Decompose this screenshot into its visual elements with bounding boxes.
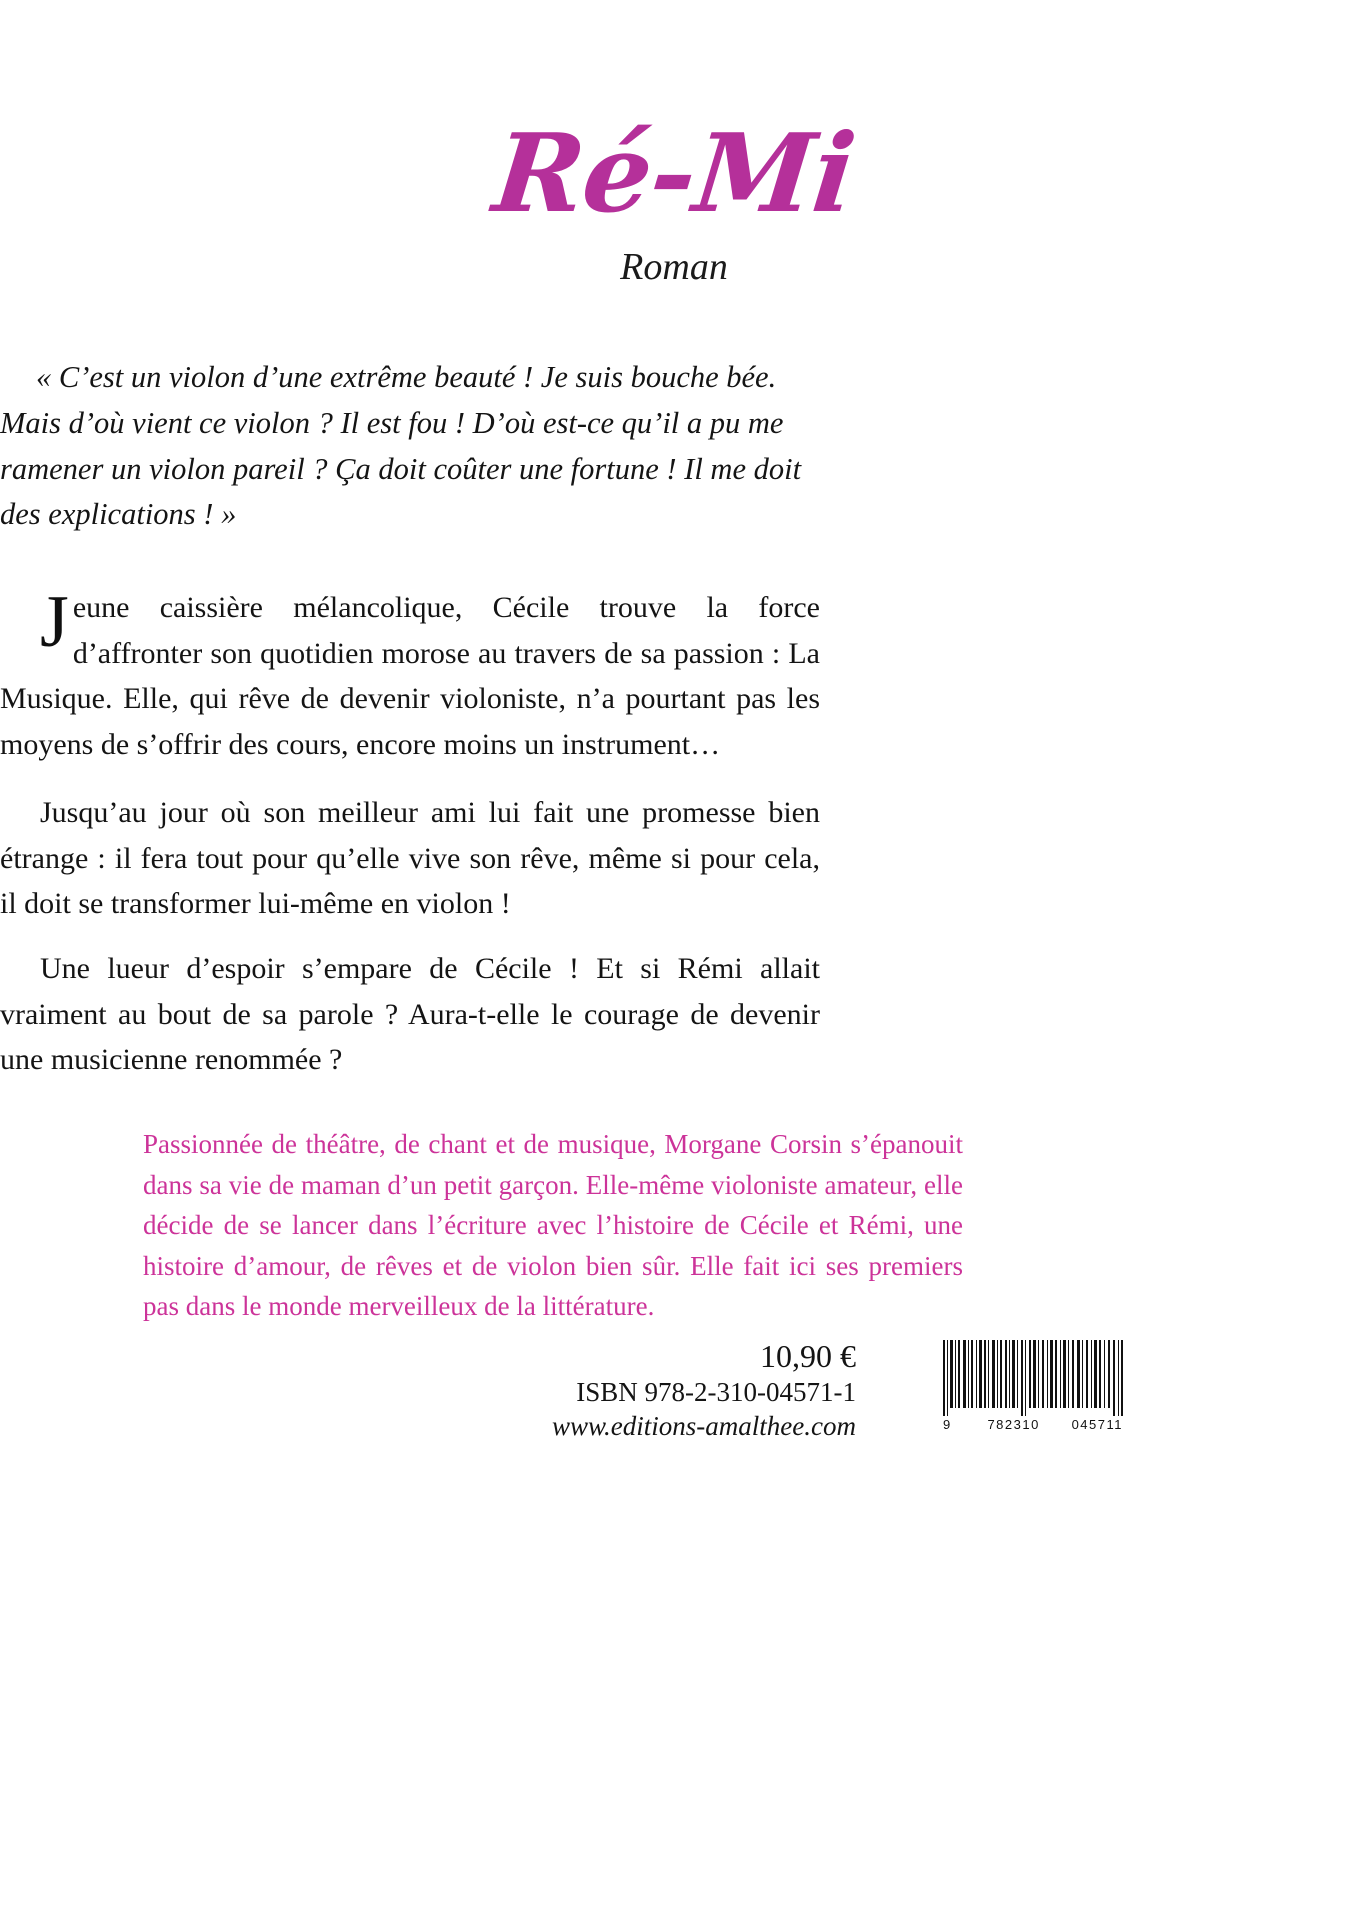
pull-quote: « C’est un violon d’une extrême beauté ! Je suis bouche bée. Mais d’où vient ce violon ? Il est fou ! D’où est-ce qu’il a pu me ramener un violon pareil ? Ça doit coûter une fortune ! Il me doit des explications ! » (0, 360, 802, 532)
barcode-digit-left: 9 (943, 1417, 952, 1432)
synopsis-paragraph-1 (0, 581, 820, 767)
barcode (941, 1340, 1125, 1432)
barcode-digits (941, 1416, 1125, 1432)
price: 10,90 € (760, 1338, 856, 1374)
barcode-digits-group-2: 045711 (1071, 1417, 1123, 1432)
synopsis-paragraph-2: Jusqu’au jour où son meilleur ami lui fait une promesse bien étrange : il fera tout pour qu’elle vive son rêve, même si pour cela, il doit se transformer lui-même en violon ! (0, 796, 820, 921)
footer (143, 1336, 1248, 1466)
synopsis-paragraph-1-text: eune caissière mélancolique, Cécile trouve la force d’affronter son quotidien morose au travers de sa passion : La Musique. Elle, qui rêve de devenir violoniste, n’a pourtant pas les moyens de s’offrir des cours, encore moins un instrument… (0, 591, 820, 761)
synopsis-paragraph-3: Une lueur d’espoir s’empare de Cécile ! Et si Rémi allait vraiment au bout de sa parole ? Aura-t-elle le courage de devenir une musicienne renommée ? (0, 952, 820, 1077)
book-title: Ré-Mi (488, 111, 861, 237)
isbn: ISBN 978-2-310-04571-1 (576, 1377, 856, 1407)
book-subtitle: Roman (620, 246, 728, 289)
publisher-website: www.editions-amalthee.com (552, 1410, 856, 1441)
drop-cap: J (40, 581, 69, 663)
barcode-bars-icon (941, 1340, 1125, 1416)
title-block (0, 111, 1348, 289)
author-bio: Passionnée de théâtre, de chant et de musique, Morgane Corsin s’épanouit dans sa vie de maman d’un petit garçon. Elle-même violoniste amateur, elle décide de se lancer dans l’écriture avec l’histoire de Cécile et Rémi, une histoire d’amour, de rêves et de violon bien sûr. Elle fait ici ses premiers pas dans le monde merveilleux de la littérature. (143, 1129, 963, 1321)
footer-text-block (552, 1336, 856, 1444)
barcode-digits-group-1: 782310 (987, 1417, 1040, 1432)
